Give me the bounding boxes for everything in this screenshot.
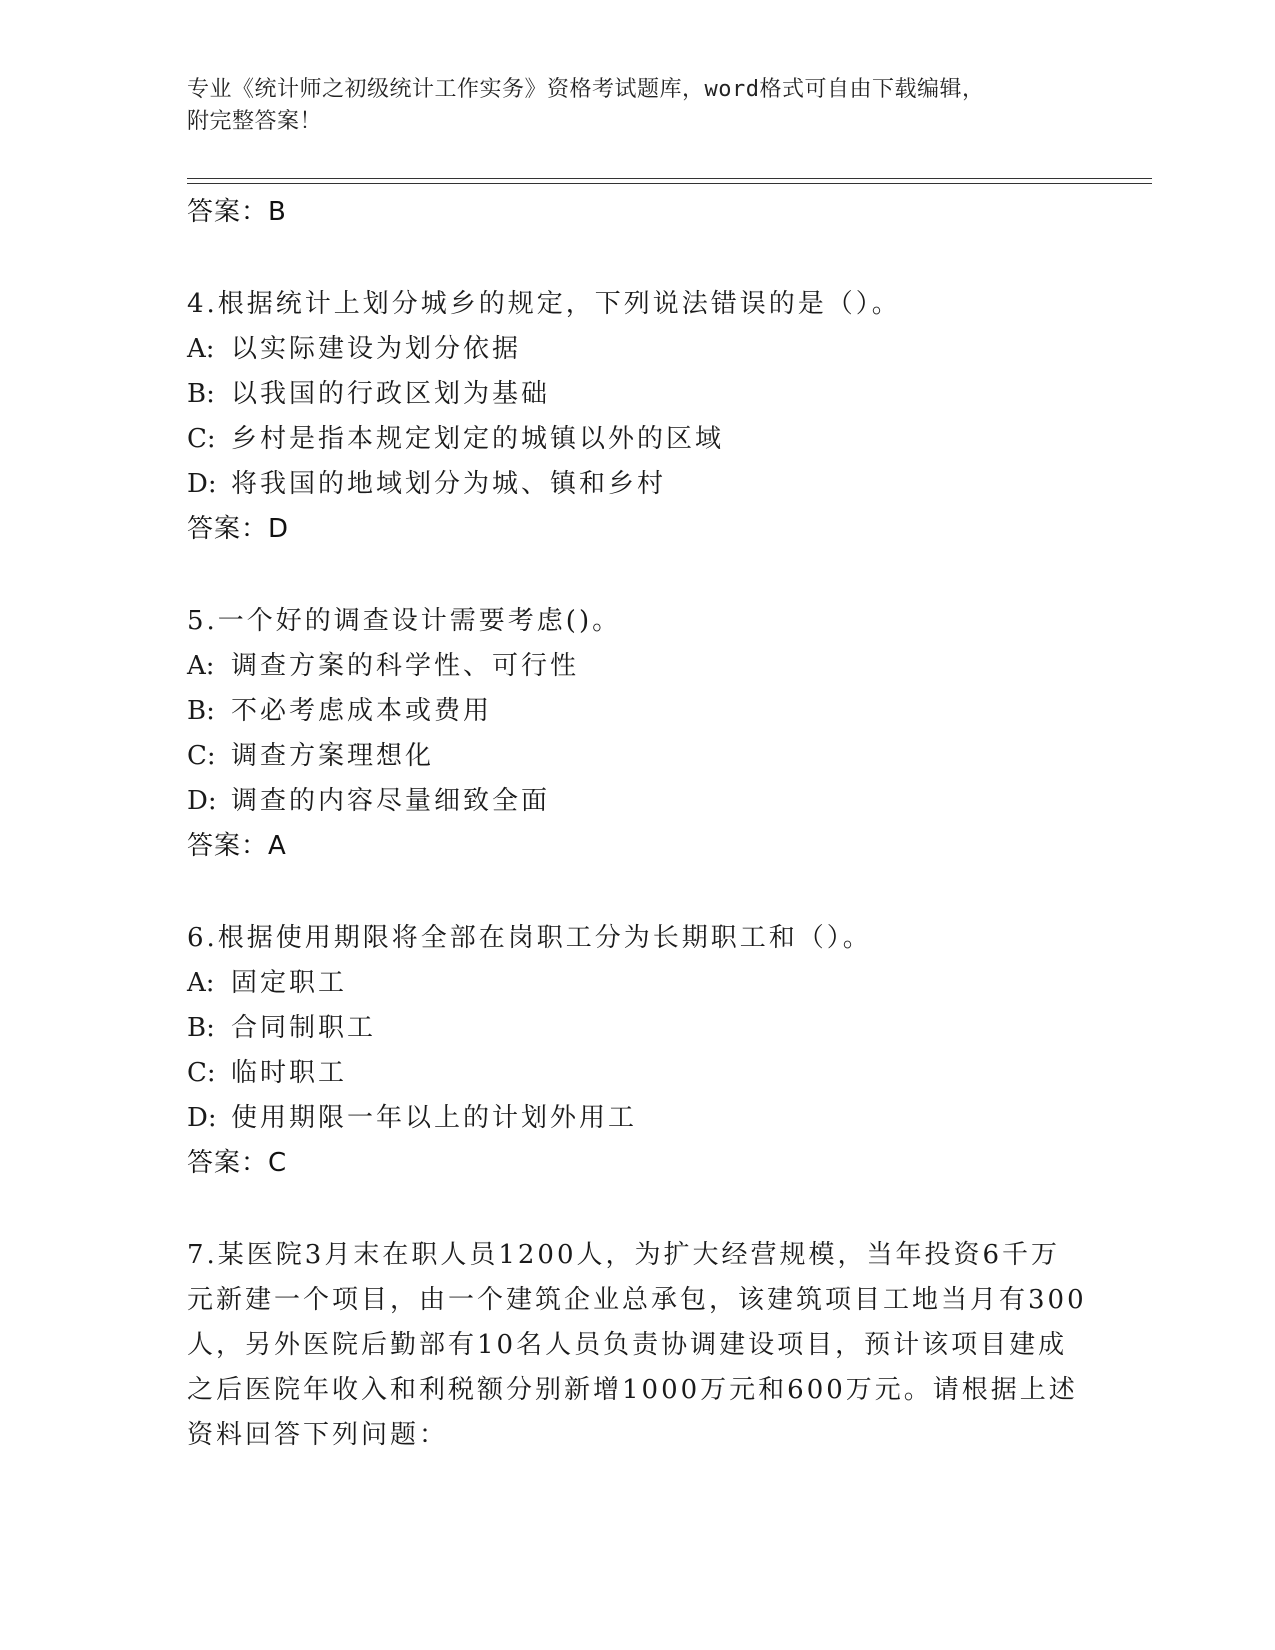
question-7-paragraph <box>187 1233 1087 1458</box>
option-c <box>187 734 1087 779</box>
option-text: 将我国的地域划分为城、镇和乡村 <box>231 469 667 499</box>
option-text: 临时职工 <box>231 1058 348 1088</box>
question-block <box>187 599 1087 868</box>
option-key: B: <box>187 379 215 409</box>
option-text: 调查方案的科学性、可行性 <box>231 651 580 681</box>
option-key: A: <box>187 651 215 681</box>
option-text: 调查的内容尽量细致全面 <box>231 786 551 816</box>
option-key: A: <box>187 334 215 364</box>
paragraph-line: 资料回答下列问题： <box>187 1420 449 1450</box>
option-text: 固定职工 <box>231 968 348 998</box>
question-answer: 答案：A <box>187 831 287 861</box>
option-a <box>187 327 1087 372</box>
question-answer: 答案：D <box>187 514 290 544</box>
spacer <box>187 868 1087 916</box>
option-key: B: <box>187 1013 215 1043</box>
spacer <box>187 1185 1087 1233</box>
option-key: C: <box>187 1058 216 1088</box>
option-c <box>187 1051 1087 1096</box>
option-text: 不必考虑成本或费用 <box>231 696 493 726</box>
option-key: B: <box>187 696 215 726</box>
option-b <box>187 372 1087 417</box>
option-text: 以实际建设为划分依据 <box>231 334 522 364</box>
header-line-1: 专业《统计师之初级统计工作实务》资格考试题库，word格式可自由下载编辑， <box>187 77 985 102</box>
header-line-2: 附完整答案！ <box>187 109 323 134</box>
option-key: C: <box>187 424 216 454</box>
option-text: 合同制职工 <box>231 1013 377 1043</box>
question-block <box>187 916 1087 1185</box>
document-header <box>187 74 1087 138</box>
option-d <box>187 462 1087 507</box>
spacer <box>187 234 1087 282</box>
document-body <box>187 190 1087 1458</box>
question-title: 5.一个好的调查设计需要考虑()。 <box>187 606 622 636</box>
option-c <box>187 417 1087 462</box>
question-block <box>187 282 1087 551</box>
option-d <box>187 1096 1087 1141</box>
question-title: 6.根据使用期限将全部在岗职工分为长期职工和（）。 <box>187 923 872 953</box>
option-text: 使用期限一年以上的计划外用工 <box>231 1103 638 1133</box>
option-a <box>187 961 1087 1006</box>
question-answer: 答案：C <box>187 1148 288 1178</box>
previous-answer: 答案：B <box>187 197 287 227</box>
option-b <box>187 689 1087 734</box>
header-divider-top <box>187 178 1152 179</box>
question-title: 4.根据统计上划分城乡的规定，下列说法错误的是（）。 <box>187 289 901 319</box>
option-text: 乡村是指本规定划定的城镇以外的区域 <box>231 424 725 454</box>
paragraph-line: 7.某医院3月末在职人员1200人，为扩大经营规模，当年投资6千万 <box>187 1240 1061 1270</box>
header-divider-bottom <box>187 183 1152 184</box>
option-key: C: <box>187 741 216 771</box>
paragraph-line: 之后医院年收入和利税额分别新增1000万元和600万元。请根据上述 <box>187 1375 1078 1405</box>
option-text: 以我国的行政区划为基础 <box>231 379 551 409</box>
option-b <box>187 1006 1087 1051</box>
option-a <box>187 644 1087 689</box>
paragraph-line: 元新建一个项目，由一个建筑企业总承包，该建筑项目工地当月有300 <box>187 1285 1087 1315</box>
option-key: D: <box>187 786 217 816</box>
option-key: A: <box>187 968 215 998</box>
option-key: D: <box>187 1103 217 1133</box>
paragraph-line: 人，另外医院后勤部有10名人员负责协调建设项目，预计该项目建成 <box>187 1330 1068 1360</box>
option-text: 调查方案理想化 <box>231 741 435 771</box>
option-d <box>187 779 1087 824</box>
spacer <box>187 551 1087 599</box>
option-key: D: <box>187 469 217 499</box>
